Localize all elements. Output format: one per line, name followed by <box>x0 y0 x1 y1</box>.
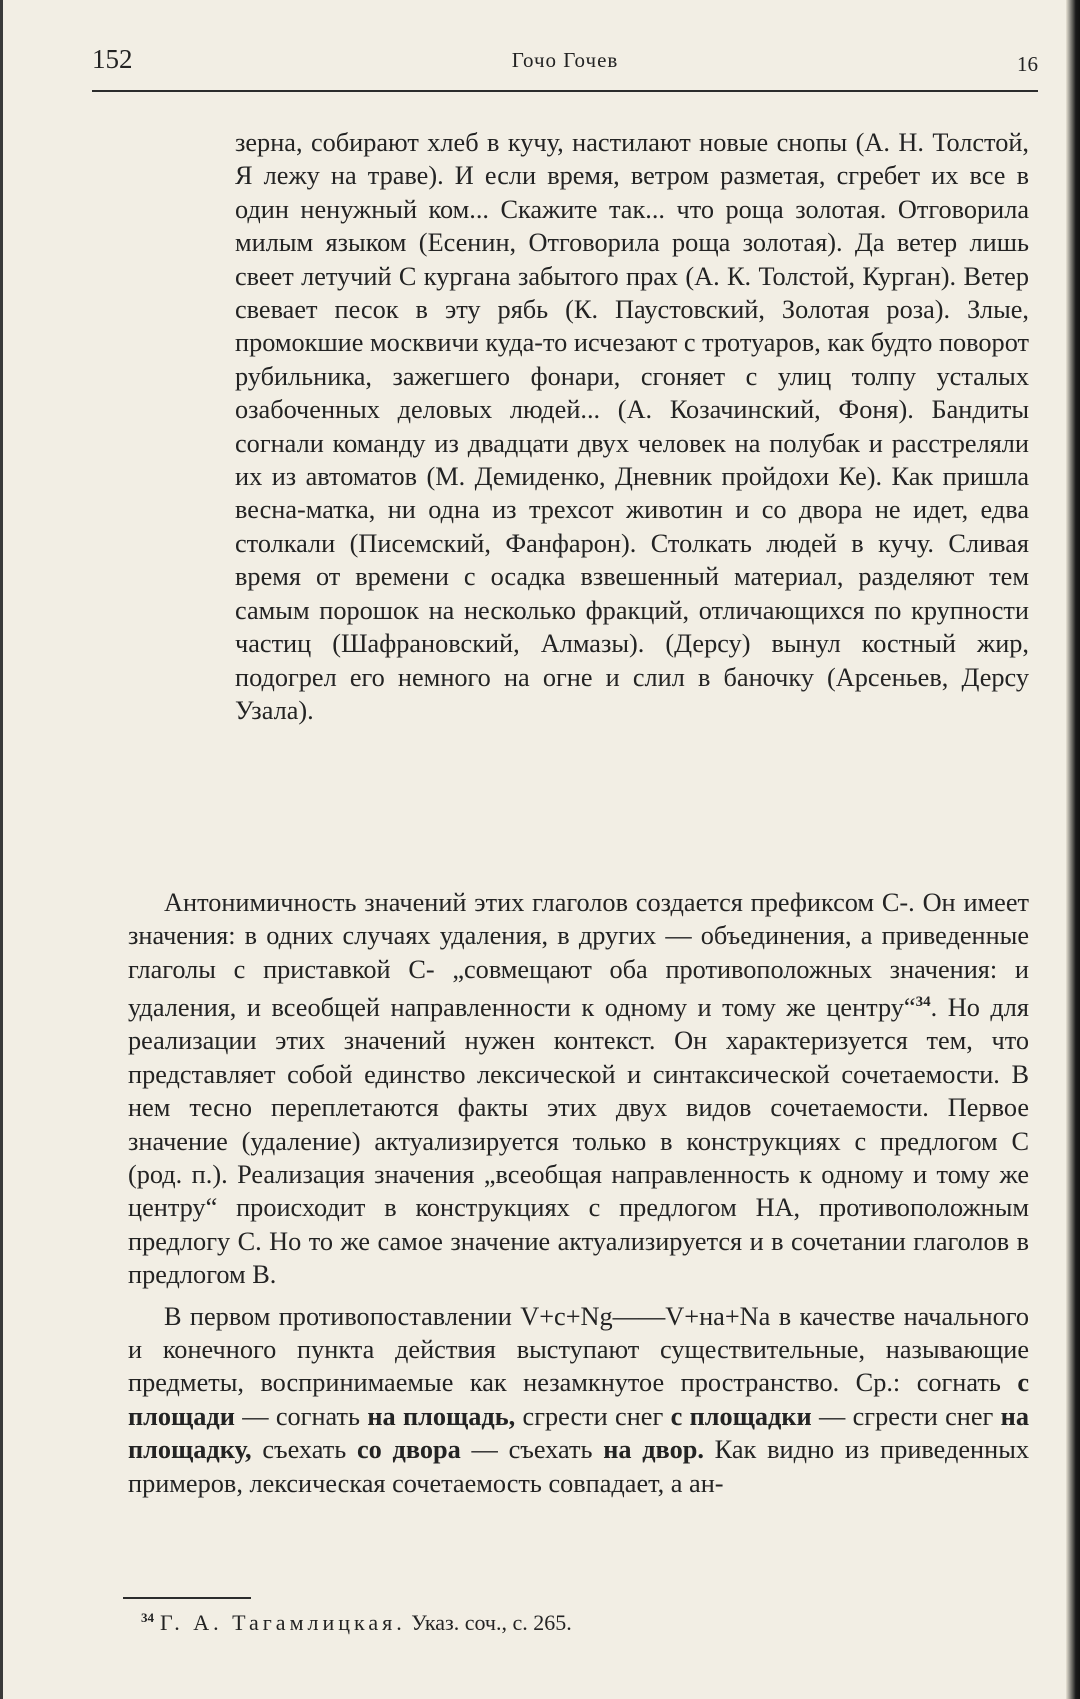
running-title: Гочо Гочев <box>511 48 619 72</box>
footnote-number: 34 <box>141 1610 154 1625</box>
bold-example: на двор. <box>603 1435 704 1465</box>
page-number: 152 <box>92 44 133 74</box>
page-right-edge <box>1066 0 1080 1699</box>
footnote-rule <box>123 1597 251 1599</box>
bold-example: с площадки <box>670 1401 812 1431</box>
paragraph-1-text-b: . Но для реализации этих значений нужен контекст. Он характеризуется тем, что представляет собой единство лексической и синтаксической сочетаемости. В нем тесно переплетаются факты этих двух видов сочетаемости. Первое значение (удаление) актуализируется только в конструкциях с предлогом С (род. п.). Реализация значения „всеобщая направленность к одному и тому же центру“ происходит в конструкциях с предлогом НА, противоположным предлогу С. Но то же самое значение актуализируется и в сочетании глаголов в предлогом В. <box>128 992 1029 1290</box>
footnote-reference: Указ. соч., с. 265. <box>411 1610 572 1635</box>
main-text <box>128 886 1029 1500</box>
paragraph-2 <box>128 1300 1029 1500</box>
paragraph-1-text-a: Антонимичность значений этих глаголов создается префиксом С-. Он имеет значения: в одних случаях удаления, в других — объединения, а приведенные глаголы с приставкой С- „совмещают оба противоположных значения: и удаления, и всеобщей направленности к одному и тому же центру“ <box>128 888 1029 1022</box>
signature-mark: 16 <box>1017 52 1038 76</box>
bold-example: с площади <box>128 1368 1029 1431</box>
paragraph-2-text: — сгрести снег <box>811 1401 1001 1431</box>
footnote-author: Г. А. Тагамлицкая. <box>160 1610 406 1635</box>
header-rule <box>92 90 1038 92</box>
paragraph-2-text: Как видно из приведенных примеров, лексическая сочетаемость совпадает, а ан- <box>128 1435 1030 1498</box>
paragraph-2-text: съехать <box>251 1435 357 1465</box>
footnote-ref-34: 34 <box>915 994 931 1011</box>
page-left-edge <box>0 0 3 1699</box>
paragraph-2-text: — съехать <box>460 1435 604 1465</box>
page-header <box>92 44 1038 94</box>
paragraph-2-text: В первом противопоставлении V+c+Ng——V+на+Na в качестве начального и конечного пункта действия выступают существительные, называющие предметы, воспринимаемые как незамкнутое пространство. Ср.: согнать <box>128 1301 1029 1398</box>
paragraph-2-text: сгрести снег <box>515 1401 671 1431</box>
paragraph-1 <box>128 886 1029 1292</box>
bold-example: на площадь, <box>367 1401 516 1431</box>
bold-example: на площадку, <box>128 1401 1029 1465</box>
quote-block-text: зерна, собирают хлеб в кучу, настилают новые снопы (А. Н. Толстой, Я лежу на траве). И если время, ветром разметая, сгребет их все в один ненужный ком... Скажите так... что роща золотая. Отговорила милым языком (Есенин, Отговорила роща золотая). Да ветер лишь свеет летучий С кургана забытого прах (А. К. Толстой, Курган). Ветер свевает песок в эту рябь (К. Паустовский, Золотая роза). Злые, промокшие москвичи куда-то исчезают с тротуаров, как будто поворот рубильника, зажегшего фонари, сгоняет с улиц толпу усталых озабоченных деловых людей... (А. Козачинский, Фоня). Бандиты согнали команду из двадцати двух человек на полубак и расстреляли их из автоматов (М. Демиденко, Дневник пройдохи Ке). Как пришла весна-матка, ни одна из трехсот животин и со двора не идет, едва столкали (Писемский, Фанфарон). Столкать людей в кучу. Сливая время от времени с осадка взвешенный материал, разделяют тем самым порошок на несколько фракций, отличающихся по крупности частиц (Шафрановский, Алмазы). (Дерсу) вынул костный жир, подогрел его немного на огне и слил в баночку (Арсеньев, Дерсу Узала). <box>235 128 1029 725</box>
quote-block <box>235 126 1029 727</box>
footnote <box>141 1610 572 1636</box>
paragraph-2-text: — согнать <box>234 1401 368 1431</box>
bold-example: со двора <box>356 1435 461 1465</box>
